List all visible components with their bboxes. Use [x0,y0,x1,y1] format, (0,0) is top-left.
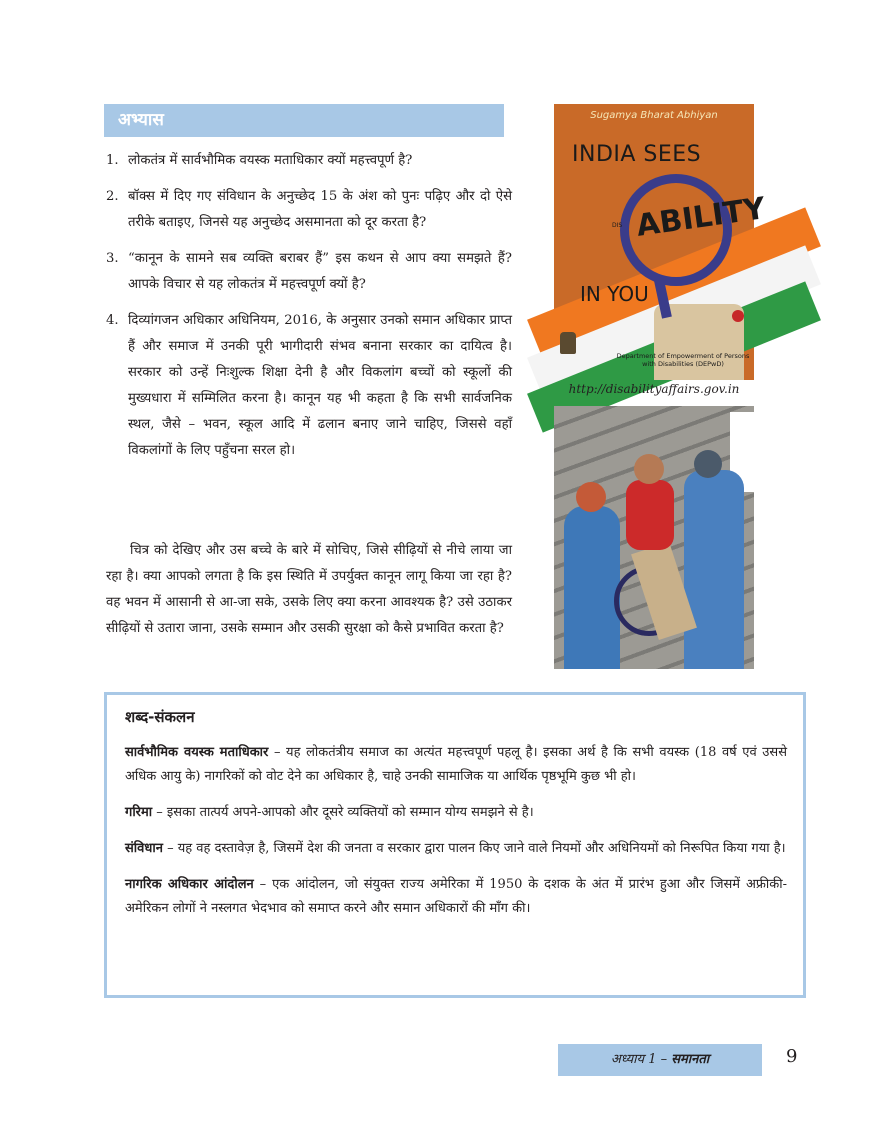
chapter-title: समानता [671,1052,710,1067]
poster-department: Department of Empowerment of Persons with Disabilities (DEPwD) [616,352,750,368]
child-head [634,454,664,484]
helper-head-left [576,482,606,512]
question-text: लोकतंत्र में सार्वभौमिक वयस्क मताधिकार क्यों महत्त्वपूर्ण है? [128,153,413,168]
glossary-definition: – यह लोकतंत्रीय समाज का अत्यंत महत्त्वपूर्ण पहलू है। इसका अर्थ है कि सभी वयस्क (18 वर्ष एवं उससे अधिक आयु के) नागरिकों को वोट देने का अधिकार है, चाहे उनकी सामाजिक या आर्थिक पृष्ठभूमि कुछ भी हो। [125,745,787,784]
child-carried-down-stairs-photo [554,406,754,669]
chapter-label: अध्याय 1 – [610,1052,672,1067]
poster-line-1: INDIA SEES [572,142,702,167]
glossary-box [104,692,806,998]
child-figure [626,480,674,550]
national-emblem-icon [560,332,576,354]
glossary-definition: – एक आंदोलन, जो संयुक्त राज्य अमेरिका में 1950 के दशक के अंत में प्रारंभ हुआ और जिसमें अफ्रीकी-अमेरिकन लोगों ने नस्लगत भेदभाव को समाप्त करने और समान अधिकारों की माँग की। [125,877,788,916]
exercise-heading: अभ्यास [104,104,504,137]
glossary-entry [125,873,787,921]
helper-figure-left [564,506,620,669]
poster-line-3: IN YOU [580,282,649,306]
poster-brand: Sugamya Bharat Abhiyan [590,110,718,121]
picture-prompt-paragraph: चित्र को देखिए और उस बच्चे के बारे में सोचिए, जिसे सीढ़ियों से नीचे लाया जा रहा है। क्या आपको लगता है कि इस स्थिति में उपर्युक्त कानून लागू किया जा रहा है? वह भवन में आसानी से आ-जा सके, उसके लिए क्या करना आवश्यक है? उसे उठाकर सीढ़ियों से उतारा जाना, उसके सम्मान और उसकी सुरक्षा को कैसे प्रभावित करता है? [106,543,512,636]
question-item [106,246,512,298]
poster-caption: http://disabilityaffairs.gov.in [568,382,740,396]
question-text: “कानून के सामने सब व्यक्ति बराबर हैं” इस कथन से आप क्या समझते हैं? आपके विचार से यह लोकतंत्र में महत्त्वपूर्ण क्यों है? [128,251,512,292]
poster-dis: DIS [612,222,623,229]
question-text: दिव्यांगजन अधिकार अधिनियम, 2016, के अनुसार उनको समान अधिकार प्राप्त हैं और समाज में उनकी पूरी भागीदारी संभव बनाना सरकार का दायित्व है। सरकार को उन्हें निःशुल्क शिक्षा देनी है और विकलांग बच्चों को स्कूलों की मुख्यधारा में सम्मिलित करना है। कानून यह भी कहता है कि सभी सार्वजनिक स्थल, जैसे – भवन, स्कूल आदि में ढलान बनाए जाने चाहिए, जिससे वहाँ विकलांगों के लिए पहुँचना सरल हो। [128,313,512,458]
question-number: 4. [106,313,119,328]
glossary-term: गरिमा [125,805,153,820]
glossary-definition: – यह वह दस्तावेज़ है, जिसमें देश की जनता व सरकार द्वारा पालन किए जाने वाले नियमों और अधिनियमों को निरूपित किया गया है। [162,841,786,856]
poster-line-2: ABILITY [634,191,768,244]
exercise-questions [106,148,512,474]
chapter-footer [558,1044,762,1076]
question-number: 3. [106,251,119,266]
question-number: 2. [106,189,119,204]
sugamya-bharat-poster [554,104,768,380]
glossary-entry [125,801,787,825]
glossary-definition: – इसका तात्पर्य अपने-आपको और दूसरे व्यक्तियों को सम्मान योग्य समझने से है। [152,805,534,820]
glossary-entry [125,741,787,789]
page-number: 9 [786,1046,798,1067]
glossary-term: सार्वभौमिक वयस्क मताधिकार [125,745,269,760]
glossary-title: शब्द-संकलन [125,708,195,726]
poster-red-dot [732,310,744,322]
question-number: 1. [106,153,119,168]
glossary-term: नागरिक अधिकार आंदोलन [125,877,254,892]
question-item [106,308,512,464]
glossary-term: संविधान [125,841,163,856]
question-item [106,184,512,236]
question-item [106,148,512,174]
question-text: बॉक्स में दिए गए संविधान के अनुच्छेद 15 के अंश को पुनः पढ़िए और दो ऐसे तरीके बताइए, जिनसे यह अनुच्छेद असमानता को दूर करता है? [128,189,512,230]
helper-head-right [694,450,722,478]
helper-figure-right [684,470,744,669]
glossary-entry [125,837,787,861]
